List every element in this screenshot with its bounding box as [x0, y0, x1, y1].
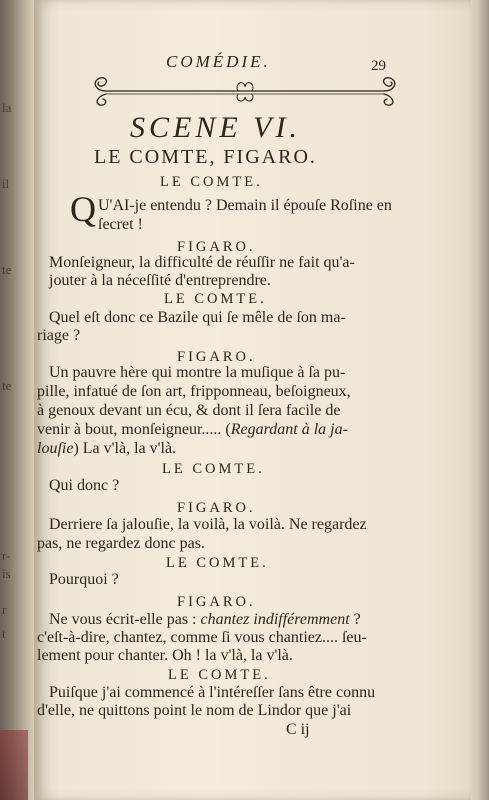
dialogue-line: Ne vous écrit-elle pas : chantez indifféremment ? — [49, 611, 361, 628]
dialogue-line: louſie) La v'là, la v'là. — [37, 440, 177, 457]
dialogue-line: Monſeigneur, la difficulté de réuſſir ne fait qu'a- — [49, 254, 355, 271]
book-page — [34, 0, 471, 800]
scene-persons: LE COMTE, FIGARO. — [94, 146, 317, 168]
dialogue-line: Quel eſt donc ce Bazile qui ſe mêle de ſon ma- — [49, 309, 346, 326]
dialogue-line: jouter à la néceſſité d'entreprendre. — [49, 272, 271, 289]
speaker-name: LE COMTE. — [168, 667, 271, 683]
speaker-name: FIGARO. — [177, 594, 256, 610]
speaker-name: LE COMTE. — [164, 291, 267, 307]
dialogue-line: pas, ne regardez donc pas. — [37, 535, 205, 552]
dialogue-line: riage ? — [37, 327, 81, 344]
speaker-name: FIGARO. — [177, 239, 256, 255]
dialogue-line: d'elle, ne quittons point le nom de Lindor que j'ai — [37, 702, 352, 719]
prev-page-fragment: r- — [2, 548, 11, 563]
dialogue-line: à genoux devant un écu, & dont il ſera facile de — [37, 402, 341, 419]
page-number: 29 — [371, 58, 386, 74]
prev-page-fragment: il — [2, 176, 10, 191]
page-edges — [471, 0, 489, 800]
speaker-name: LE COMTE. — [160, 174, 263, 190]
dialogue-line: pille, infatué de ſon art, fripponneau, beſoigneux, — [37, 383, 351, 400]
prev-page-fragment: te — [2, 378, 12, 393]
speaker-name: LE COMTE. — [162, 461, 265, 477]
ornament-rule-icon — [88, 69, 402, 109]
drop-cap: Q — [70, 189, 96, 229]
dialogue-line: Qui donc ? — [49, 477, 120, 494]
dialogue-line: Derriere ſa jalouſie, la voilà, la voilà. Ne regardez — [49, 516, 367, 533]
speaker-name: FIGARO. — [177, 500, 256, 516]
dialogue-line: U'AI-je entendu ? Demain il épouſe Roſine en — [98, 197, 392, 214]
prev-page-fragment: te — [2, 262, 12, 277]
red-binding — [0, 730, 28, 800]
prev-page-fragment: t — [2, 626, 6, 641]
signature-mark: C ij — [286, 721, 310, 738]
prev-page-fragment: la — [2, 100, 12, 115]
dialogue-line: Puiſque j'ai commencé à l'intéreſſer ſans être connu — [49, 684, 376, 701]
dialogue-line: Pourquoi ? — [49, 571, 119, 588]
prev-page-fragment: is — [2, 566, 11, 581]
speaker-name: LE COMTE. — [166, 555, 269, 571]
dialogue-line: Un pauvre hère qui montre la muſique à ſa pu- — [49, 364, 346, 381]
previous-page-edge — [0, 0, 34, 800]
dialogue-line: c'eſt-à-dire, chantez, comme ſi vous chantiez.... ſeu- — [37, 629, 367, 646]
running-head: COMÉDIE. — [166, 52, 271, 71]
scene-title: SCENE VI. — [130, 111, 301, 144]
dialogue-line: venir à bout, monſeigneur..... (Regardant à la ja- — [37, 421, 348, 438]
speaker-name: FIGARO. — [177, 349, 256, 365]
dialogue-line: lement pour chanter. Oh ! la v'là, la v'là. — [37, 647, 293, 664]
prev-page-fragment: r — [2, 602, 7, 617]
dialogue-line: ſecret ! — [98, 216, 143, 233]
